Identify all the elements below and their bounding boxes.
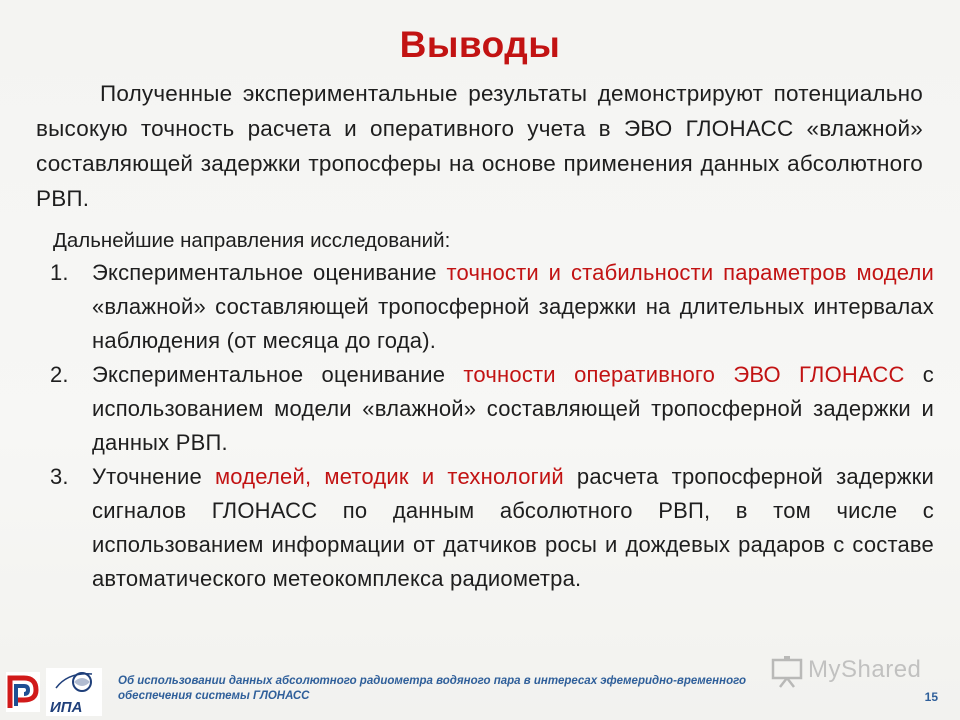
list-item-text-after: с использованием модели «влажной» составляющей тропосферной задержки и данных РВП.	[92, 362, 934, 455]
logo-text: ИПА	[50, 699, 83, 716]
list-item-number: 3.	[50, 464, 69, 489]
research-directions-list	[50, 256, 934, 596]
footer-caption: Об использовании данных абсолютного радиометра водяного пара в интересах эфемеридно-временного обеспечения системы ГЛОНАСС	[118, 675, 746, 702]
ipa-logo-icon	[46, 668, 102, 716]
watermark-text: MyShared	[808, 656, 922, 683]
intro-paragraph: Полученные экспериментальные результаты демонстрируют потенциально высокую точность расчета и оперативного учета в ЭВО ГЛОНАСС «влажной» составляющей задержки тропосферы на основе применения данных абсолютного РВП.	[36, 81, 923, 211]
list-item-highlight: точности и стабильности параметров модели	[446, 260, 934, 285]
list-item-highlight: моделей, методик и технологий	[214, 464, 564, 489]
list-item-text-after: «влажной» составляющей тропосферной задержки на длительных интервалах наблюдения (от месяца до года).	[92, 294, 934, 353]
directions-heading: Дальнейшие направления исследований:	[53, 229, 451, 252]
slide-footer	[0, 664, 960, 720]
list-item	[50, 460, 934, 596]
slide-title: Выводы	[399, 24, 561, 65]
organization-logo-icon	[6, 672, 40, 712]
list-item-number: 2.	[50, 362, 69, 387]
list-item	[50, 256, 934, 358]
list-item-highlight: точности оперативного ЭВО ГЛОНАСС	[463, 362, 905, 387]
list-item-number: 1.	[50, 260, 69, 285]
list-item-text-before: Уточнение	[92, 464, 215, 489]
page-number: 15	[924, 690, 938, 704]
list-item-text-after: расчета тропосферной задержки сигналов ГЛОНАСС по данным абсолютного РВП, в том числе с использованием информации от датчиков росы и дождевых радаров с составе автоматического метеокомплекса радиометра.	[92, 464, 934, 591]
list-item-text-before: Экспериментальное оценивание	[92, 362, 464, 387]
list-item	[50, 358, 934, 460]
list-item-text-before: Экспериментальное оценивание	[92, 260, 447, 285]
